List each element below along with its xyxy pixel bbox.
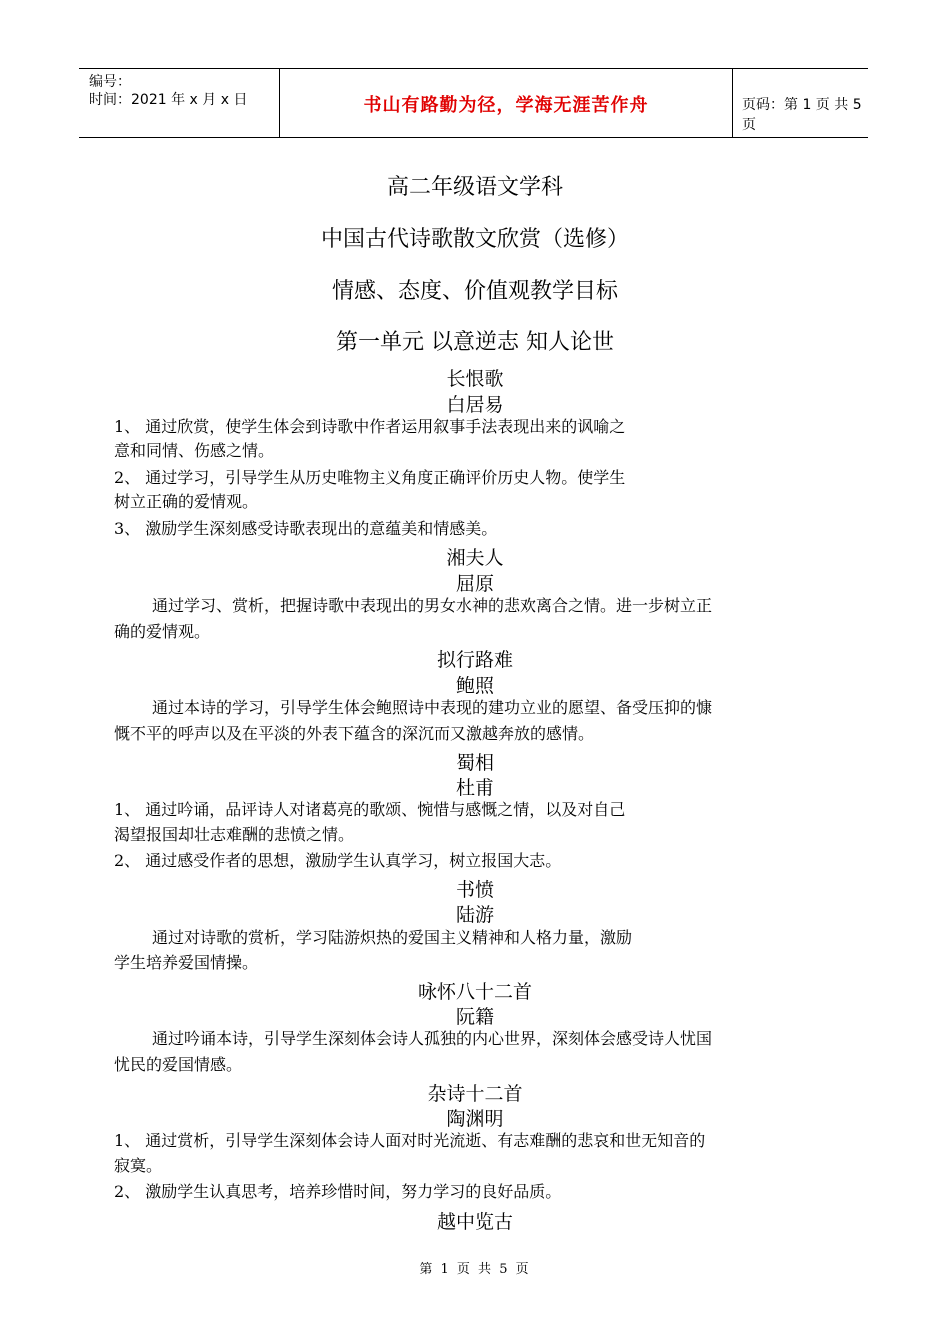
course-title: 中国古代诗歌散文欣赏（选修） [320,227,629,252]
poem-title: 湘夫人 [446,547,504,569]
poem-title: 杂诗十二首 [427,1083,523,1105]
objective-line: 寂寞。 [114,1156,163,1175]
unit-title: 第一单元 以意逆志 知人论世 [336,330,614,355]
objective-line: 忧民的爱国情感。 [114,1055,243,1074]
poem-author: 陶渊明 [446,1108,504,1130]
number-label: 编号： [89,74,131,90]
time-label: 时间：2021 年 x 月 x 日 [89,92,248,108]
objective-line: 2、 激励学生认真思考，培养珍惜时间，努力学习的良好品质。 [114,1182,562,1201]
objective-line: 3、 激励学生深刻感受诗歌表现出的意蕴美和情感美。 [114,519,498,538]
poem-author: 白居易 [446,394,504,416]
objective-line: 通过对诗歌的赏析，学习陆游炽热的爱国主义精神和人格力量，激励 [152,928,633,947]
poem-title: 越中览古 [436,1211,513,1233]
grade-title: 高二年级语文学科 [386,175,563,200]
poem-author: 陆游 [455,904,494,926]
objective-line: 1、 通过吟诵，品评诗人对诸葛亮的歌颂、惋惜与感慨之情，以及对自己 [114,800,626,819]
objective-line: 1、 通过欣赏，使学生体会到诗歌中作者运用叙事手法表现出来的讽喻之 [114,417,626,436]
poem-author: 杜甫 [455,777,494,799]
objective-line: 通过学习、赏析，把握诗歌中表现出的男女水神的悲欢离合之情。进一步树立正 [152,596,713,615]
objective-line: 2、 通过感受作者的思想，激励学生认真学习，树立报国大志。 [114,851,562,870]
objective-line: 慨不平的呼声以及在平淡的外表下蕴含的深沉而又激越奔放的感情。 [114,724,595,743]
poem-title: 蜀相 [455,752,494,774]
objective-line: 意和同情、伤感之情。 [114,441,275,460]
objective-line: 通过吟诵本诗，引导学生深刻体会诗人孤独的内心世界，深刻体会感受诗人忧国 [152,1029,713,1048]
motto: 书山有路勤为径，学海无涯苦作舟 [363,95,649,116]
poem-title: 咏怀八十二首 [417,981,532,1003]
objective-line: 确的爱情观。 [114,622,211,641]
poem-author: 鲍照 [455,675,494,697]
header-page-cell [732,69,868,137]
header-motto-cell [279,69,733,137]
objective-line: 渴望报国却壮志难酬的悲愤之情。 [114,825,355,844]
poem-author: 屈原 [455,573,494,595]
header-meta [79,69,279,137]
objective-line: 2、 通过学习，引导学生从历史唯物主义角度正确评价历史人物。使学生 [114,468,626,487]
goal-title: 情感、态度、价值观教学目标 [331,279,618,304]
poem-title: 拟行路难 [436,649,513,671]
objective-line: 通过本诗的学习，引导学生体会鲍照诗中表现的建功立业的愿望、备受压抑的慷 [152,698,713,717]
objective-line: 树立正确的爱情观。 [114,492,259,511]
page-footer: 第 1 页 共 5 页 [419,1262,531,1277]
page-label: 页码：第 1 页 共 5 页 [742,97,862,133]
page-header [79,68,868,138]
poem-author: 阮籍 [455,1006,494,1028]
objective-line: 学生培养爱国情操。 [114,953,259,972]
poem-title: 书愤 [455,879,494,901]
objective-line: 1、 通过赏析，引导学生深刻体会诗人面对时光流逝、有志难酬的悲哀和世无知音的 [114,1131,706,1150]
poem-title: 长恨歌 [446,368,504,390]
